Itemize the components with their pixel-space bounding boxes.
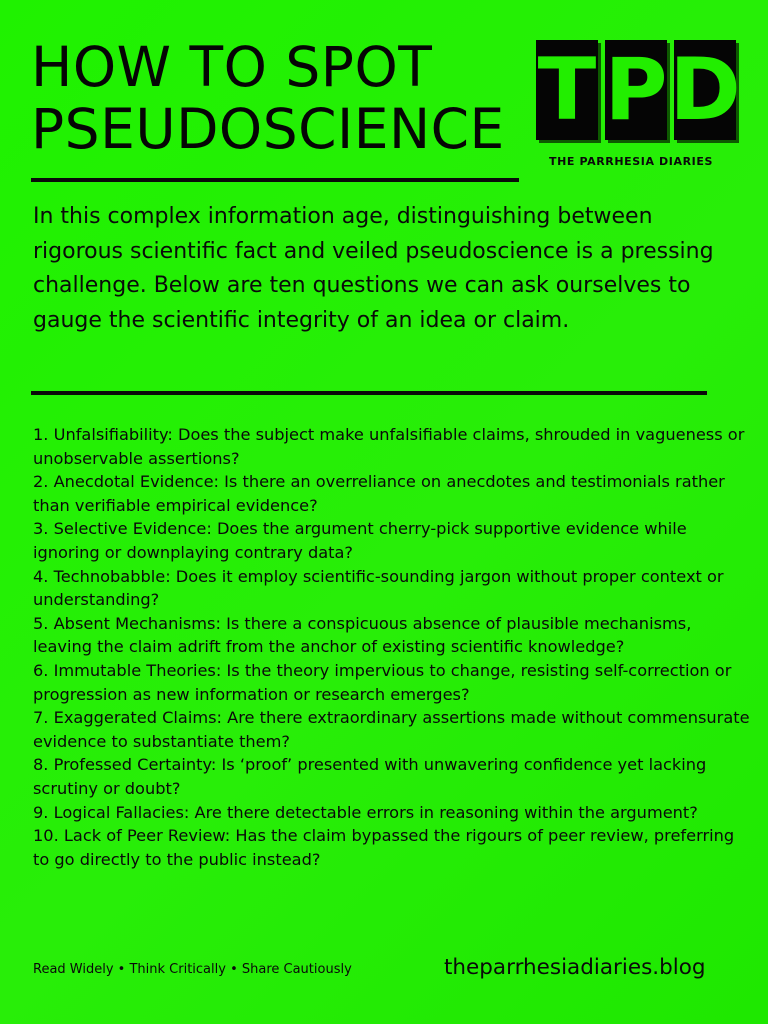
footer-motto: Read Widely • Think Critically • Share Cautiously: [33, 962, 352, 977]
tpd-logo: [536, 40, 741, 145]
list-item: 6. Immutable Theories: Is the theory impervious to change, resisting self-correction or progression as new information or research emerges?: [33, 660, 732, 704]
list-item: 4. Technobabble: Does it employ scientific-sounding jargon without proper context or understanding?: [33, 566, 724, 610]
logo-letter-box-d: [669, 40, 741, 140]
logo-letter-p: P: [604, 40, 668, 140]
title-line-2: PSEUDOSCIENCE: [31, 97, 505, 161]
list-item: 1. Unfalsifiability: Does the subject make unfalsifiable claims, shrouded in vagueness or unobservable assertions?: [33, 425, 745, 468]
list-item: 3. Selective Evidence: Does the argument cherry-pick supportive evidence while ignoring or downplaying contrary data?: [33, 519, 687, 562]
footer-url: theparrhesiadiaries.blog: [444, 955, 706, 980]
intro-divider: [31, 391, 707, 395]
logo-letter-t: T: [537, 40, 597, 140]
questions-list: [33, 423, 755, 871]
logo-tagline: THE PARRHESIA DIARIES: [549, 155, 713, 168]
title-divider: [31, 178, 519, 182]
list-item: 8. Professed Certainty: Is ‘proof’ presented with unwavering confidence yet lacking scrutiny or doubt?: [33, 755, 707, 798]
logo-letter-box-t: [536, 40, 598, 140]
logo-letter-box-p: [605, 40, 667, 140]
list-item: 5. Absent Mechanisms: Is there a conspicuous absence of plausible mechanisms, leaving the claim adrift from the anchor of existing scientific knowledge?: [33, 613, 692, 657]
intro-paragraph: In this complex information age, distinguishing between rigorous scientific fact and veiled pseudoscience is a pressing challenge. Below are ten questions we can ask ourselves to gauge the scientific integrity of an idea or claim.: [33, 204, 714, 333]
page-title: [31, 36, 505, 160]
logo-letter-d: D: [669, 40, 741, 140]
title-line-1: HOW TO SPOT: [31, 35, 433, 99]
list-item: 9. Logical Fallacies: Are there detectable errors in reasoning within the argument?: [33, 802, 698, 822]
list-item: 10. Lack of Peer Review: Has the claim bypassed the rigours of peer review, preferring to go directly to the public instead?: [33, 826, 735, 869]
list-item: 7. Exaggerated Claims: Are there extraordinary assertions made without commensurate evidence to substantiate them?: [33, 708, 750, 751]
list-item: 2. Anecdotal Evidence: Is there an overreliance on anecdotes and testimonials rather than verifiable empirical evidence?: [33, 472, 725, 515]
